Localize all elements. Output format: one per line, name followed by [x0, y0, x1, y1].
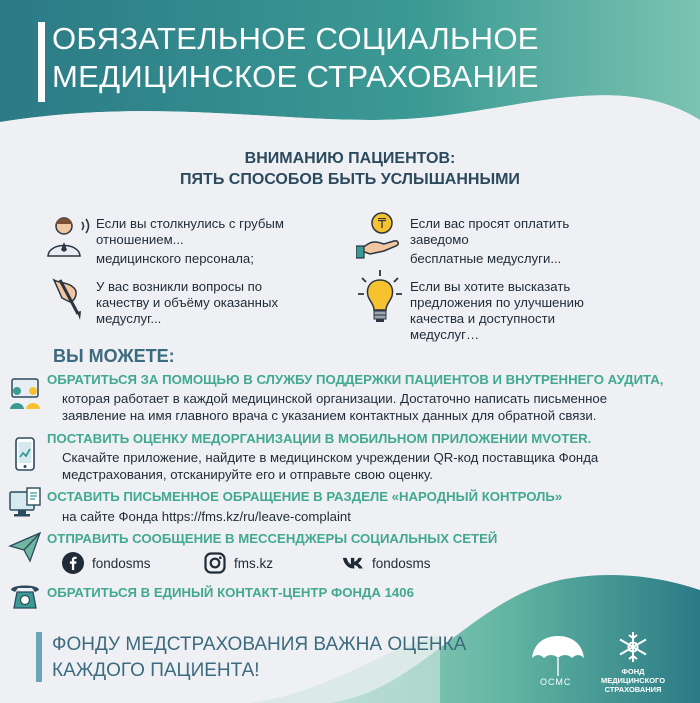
footer-slogan: [52, 632, 466, 684]
way-support-line1: которая работает в каждой медицинской организации. Достаточно написать письменное: [62, 391, 608, 406]
way-support-line2: заявление на имя главного врача с указанием контактных данных для обратной связи.: [62, 408, 597, 423]
way-social-title: ОТПРАВИТЬ СООБЩЕНИЕ В МЕССЕНДЖЕРЫ СОЦИАЛЬНЫХ СЕТЕЙ: [47, 531, 498, 546]
case-ideas-line3: качества и доступности: [410, 311, 555, 326]
svg-text:₸: ₸: [377, 217, 387, 232]
paper-plane-icon: [8, 530, 42, 564]
case-pay-line3: бесплатные медуслуги...: [410, 251, 562, 266]
way-app-line1: Скачайте приложение, найдите в медицинском учреждении QR-код поставщика Фонда: [62, 450, 599, 465]
case-questions-line2: качеству и объёму оказанных: [96, 295, 279, 310]
way-support-title: ОБРАТИТЬСЯ ЗА ПОМОЩЬЮ В СЛУЖБУ ПОДДЕРЖКИ ПАЦИЕНТОВ И ВНУТРЕННЕГО АУДИТА,: [47, 372, 664, 387]
fund-logo-line3: СТРАХОВАНИЯ: [604, 685, 662, 694]
case-rude-line3: медицинского персонала;: [96, 251, 254, 266]
fund-logo-line1: ФОНД: [621, 667, 645, 676]
footer-line2: КАЖДОГО ПАЦИЕНТА!: [52, 660, 260, 681]
subheader-line2: ПЯТЬ СПОСОБОВ БЫТЬ УСЛЫШАННЫМИ: [180, 171, 520, 188]
osms-logo-label: ОСМС: [540, 677, 572, 687]
case-ideas-line2: предложения по улучшению: [410, 295, 584, 310]
social-instagram-label: fms.kz: [234, 555, 273, 571]
meeting-icon: [8, 377, 42, 411]
case-questions-line3: медуслуг...: [96, 311, 162, 326]
case-ideas-line4: медуслуг…: [410, 327, 480, 342]
subheader: [0, 148, 700, 190]
case-rude-line2: отношением...: [96, 232, 184, 247]
case-rude-line1: Если вы столкнулись с грубым: [96, 216, 284, 231]
lightbulb-icon: [356, 268, 404, 326]
case-questions-line1: У вас возникли вопросы по: [96, 279, 263, 294]
case-pay-text: [410, 216, 569, 267]
you-can-heading: ВЫ МОЖЕТЕ:: [53, 346, 175, 366]
way-support-text: [62, 390, 607, 424]
subheader-line1: ВНИМАНИЮ ПАЦИЕНТОВ:: [244, 150, 456, 167]
fund-snowflake-logo: [616, 630, 650, 664]
way-callcenter-title: ОБРАТИТЬСЯ В ЕДИНЫЙ КОНТАКТ-ЦЕНТР ФОНДА 1406: [47, 585, 414, 600]
case-pay-line1: Если вас просят оплатить: [410, 216, 570, 231]
way-complaint-title: ОСТАВИТЬ ПИСЬМЕННОЕ ОБРАЩЕНИЕ В РАЗДЕЛЕ «НАРОДНЫЙ КОНТРОЛЬ»: [47, 489, 563, 504]
fund-logo-line2: МЕДИЦИНСКОГО: [600, 676, 666, 685]
page-title: [52, 20, 539, 96]
way-app-text: [62, 449, 598, 483]
fund-logo-caption: [596, 667, 670, 694]
person-speaking-icon: [44, 212, 92, 260]
hand-coin-icon: [356, 210, 406, 260]
way-complaint-text: [62, 508, 351, 525]
page-title-line2: МЕДИЦИНСКОЕ СТРАХОВАНИЕ: [52, 59, 539, 94]
social-vk-label: fondosms: [372, 555, 431, 571]
smartphone-icon: [8, 437, 42, 471]
way-app-title: ПОСТАВИТЬ ОЦЕНКУ МЕДОРГАНИЗАЦИИ В МОБИЛЬНОМ ПРИЛОЖЕНИИ MVOTER.: [47, 431, 592, 446]
way-complaint-line1[interactable]: на сайте Фонда https://fms.kz/ru/leave-complaint: [62, 509, 351, 524]
case-pay-line2: заведомо: [410, 232, 469, 247]
case-ideas-line1: Если вы хотите высказать: [410, 279, 571, 294]
computer-document-icon: [8, 486, 42, 520]
social-facebook-label: fondosms: [92, 555, 151, 571]
hand-pen-icon: [48, 274, 90, 322]
page-title-line1: ОБЯЗАТЕЛЬНОЕ СОЦИАЛЬНОЕ: [52, 21, 539, 56]
case-questions-text: [96, 279, 278, 327]
footer-line1: ФОНДУ МЕДСТРАХОВАНИЯ ВАЖНА ОЦЕНКА: [52, 634, 467, 655]
way-app-line2: медстрахования, отсканируйте его и отправьте свою оценку.: [62, 467, 433, 482]
case-rude-text: [96, 216, 284, 267]
case-ideas-text: [410, 279, 584, 343]
footer-accent-bar: [36, 632, 42, 682]
header-accent-bar: [38, 22, 45, 102]
